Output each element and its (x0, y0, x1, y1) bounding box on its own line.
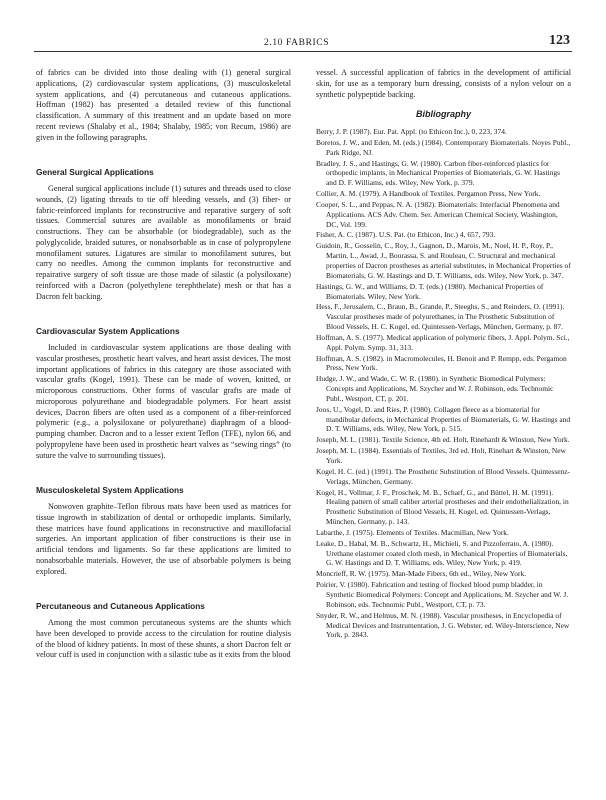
reference-entry: Collier, A. M. (1979). A Handbook of Textiles. Pergamon Press, New York. (316, 189, 541, 199)
intro-paragraph: of fabrics can be divided into those dealing with (1) general surgical applications, (2) cardiovascular system applications, (3) musculoskeletal system applications, and (4) percutaneous and cutaneous applications. Hoffman (1982) has presented a detailed review of this functional classification. A summary of this treatment and an update based on more recent reviews (Shalaby et al., 1984; Shalaby, 1985; von Recum, 1986) are given in the following paragraphs. (36, 68, 291, 142)
section-heading-cardiovascular: Cardiovascular System Applications (36, 326, 180, 337)
reference-entry: Hastings, G. W., and Williams, D. T. (eds.) (1980). Mechanical Properties of Biomaterials. Wiley, New York. (316, 281, 544, 301)
section-heading-musculoskeletal: Musculoskeletal System Applications (36, 485, 184, 496)
general-surgical-text: General surgical applications include (1) sutures and threads used to close wounds, (2) ligating threads to tie off bleeding vessels, and (3) fiber- or fabric-reinforced implants for reconstructive and reparative surgery of soft tissues. Commercial sutures are available as monofilaments or braid constructions. They can be absorbable (or biodegradable), such as the polyglycolide, braided sutures, or nonabsorbable as in case of polypropylene monofilament sutures. Ligatures are similar to monofilament sutures, but carry no needles. Among the common implants for reconstructive and repairative surgery of soft tissue are those made of silastic (a polysiloxane) reinforced with a Dacron (polyethylene terephthelate) mesh or that has a Dacron felt backing. (36, 184, 291, 301)
reference-entry: Snyder, R. W., and Helmus, M. N. (1988). Vascular prostheses, in Encyclopedia of Medical Devices and Instrumentation, J. G. Webster, ed. Wiley-Interscience, New York, p. 2843. (316, 610, 570, 640)
bibliography-heading: Bibliography (415, 109, 471, 120)
reference-entry: Berry, J. P. (1987). Eur. Pat. Appl. (to Ethicon Inc.), 0, 223, 374. (316, 127, 507, 136)
reference-entry: Cooper, S. L., and Peppas, N. A. (1982). Biomaterials: Interfacial Phenomena and Applications. ACS Adv. Chem. Ser. American Chemical Society, Washington, DC, Vol. 199. (316, 199, 560, 229)
reference-entry: Poirier, V. (1980). Fabrication and testing of flocked blood pump bladder, in Synthetic Biomedical Polymers: Concept and Applications, M. Szycher and W. J. Robinson, eds. Technomic Publ., Westport, CT, p. 73. (316, 580, 569, 609)
reference-entry: Boretos, J. W., and Eden, M. (eds.) (1984). Contemporary Biomaterials. Noyes Publ., Park Ridge, NJ. (316, 137, 571, 157)
page-number: 123 (549, 33, 570, 48)
right-column (316, 68, 571, 641)
cardiovascular-text: Included in cardiovascular system applications are those dealing with vascular prostheses, prosthetic heart valves, and heart assist devices. The most important applications of fabrics in this category are those associated with vascular grafts (Kogel, 1991). These can be made of woven, knitted, or microporous constructions. Other forms of vascular grafts are made of microporous polyurethane and biodegradable polymers. For heart assist devices, Dacron fibers are often used as a component of a fiber-reinforced polymeric (e.g., a polysiloxane or polyurethane) diaphragm of a blood-pumping chamber. Dacron and to a lesser extent Teflon (TFE), nylon 66, and polypropylene have been used in prosthetic heart valves as “sewing rings” (to suture the valve to surrounding tissues). (36, 343, 291, 460)
reference-entry: Joseph, M. L. (1984). Essentials of Textiles, 3rd ed. Holt, Rinehart & Winston, New York. (316, 446, 566, 465)
section-heading-percutaneous: Percutaneous and Cutaneous Applications (36, 601, 205, 612)
reference-entry: Hoffman, A. S. (1977). Medical application of polymeric fibers, J. Appl. Polym. Sci., Appl. Polym. Symp. 31, 313. (316, 332, 570, 352)
percutaneous-text: Among the most common percutaneous systems are the shunts which have been developed to provide access to the circulation for routine dialysis of the blood of kidney patients. In most of these shunts, a short Dacron felt or velour cuff is used in conjunction with a silastic tube as it exits from the blood (36, 618, 291, 660)
running-header (0, 0, 606, 60)
reference-entry: Hoffman, A. S. (1982). in Macromolecules, H. Benoit and P. Rempp, eds. Pergamon Press, New York. (316, 353, 567, 373)
reference-entry: Hess, F., Jerusalem, C., Braun, B., Grande, P., Steeghs, S., and Reinders, O. (1991). Vascular prostheses made of polyurethanes, in The Prosthetic Substitution of Blood Vessels, H. C. Kogel, ed. Quintessen-Verlags, München, Germany, p. 87. (316, 302, 565, 332)
reference-entry: Guidoin, R., Gosselin, C., Roy, J., Gagnon, D., Marois, M., Noel, H. P., Roy, P., Martin, L., Awad, J., Bourassa, S. and Rouleau, C. Structural and mechanical properties of Dacron prostheses as arterial substitutes, in Mechanical Properties of Biomaterials, G. W. Hastings and D. T. Williams, eds. Wiley, New York, p. 347. (316, 241, 571, 280)
header-rule (34, 51, 572, 52)
continued-paragraph: vessel. A successful application of fabrics in the development of artificial skin, for use as a temporary burn dressing, consists of a nylon velour on a synthetic polypeptide backing. (316, 68, 571, 99)
reference-entry: Hudge, J. W., and Wade, C. W. R. (1980). in Synthetic Biomedical Polymers: Concepts and Applications, M. Szycher and W. J. Robinson, eds. Technomic Publ., Westport, CT, p. 201. (316, 374, 554, 403)
reference-entry: Kogel, H., Vollmar, J. F., Proschek, M. B., Scharf, G., and Büttel, H. M. (1991). Healing pattern of small caliber arterial prostheses and their endothelialization, in Prosthetic Substitution of Blood Vessels, H. Kogel, ed. Quintessen-Verlags, München, Germany, p. 143. (316, 487, 569, 527)
reference-entry: Leake, D., Habal, M. B., Schwartz, H., Michieli, S. and Pizzoferrato, A. (1980). Urethane elastomer coated cloth mesh, in Mechanical Properties of Biomaterials, G. W. Hastings and D. T. Williams, eds. Wiley, New York, p. 419. (316, 538, 568, 568)
musculoskeletal-text: Nonwoven graphite–Teflon fibrous mats have been used as matrices for tissue ingrowth in stabilization of dental or orthopedic implants. Similarly, these matrices have found applications in reconstructive and maxillofacial surgeries. An important application of fiber constructions is their use in artificial tendons and ligaments. So far these applications are limited to nonabsorbable materials. However, the use of absorbable polymers is being explored. (36, 502, 291, 576)
reference-entry: Kogel, H. C. (ed.) (1991). The Prosthetic Substitution of Blood Vessels. Quintessenz-Verlags, München, Germany. (316, 466, 571, 486)
bibliography-list (316, 127, 571, 640)
reference-entry: Moncrieff, R. W. (1975). Man-Made Fibers, 6th ed., Wiley, New York. (316, 569, 527, 579)
section-heading-general-surgical: General Surgical Applications (36, 167, 154, 178)
reference-entry: Bradley, J. S., and Hastings, G. W. (1980). Carbon fiber-reinforced plastics for orthopedic implants, in Mechanical Properties of Biomaterials, G. W. Hastings and D. F. Williams, eds. Wiley, New York, p. 379. (316, 158, 561, 188)
reference-entry: Labarthe, J. (1975). Elements of Textiles. Macmillan, New York. (316, 527, 509, 537)
running-title: 2.10 FABRICS (264, 38, 330, 48)
reference-entry: Joseph, M. L. (1981). Textile Science, 4th ed. Holt, Rinehardt & Winston, New York. (316, 435, 570, 445)
reference-entry: Joos, U., Vogel, D. and Ries, P. (1980). Collagen fleece as a biomaterial for mandibular defects, in Mechanical Properties of Biomaterials, G. W. Hastings and D. T. Williams, eds. Wiley, New York, p. 515. (316, 404, 571, 434)
left-column (36, 68, 291, 661)
reference-entry: Fisher, A. C. (1987). U.S. Pat. (to Ethicon, Inc.) 4, 657, 793. (316, 230, 496, 240)
